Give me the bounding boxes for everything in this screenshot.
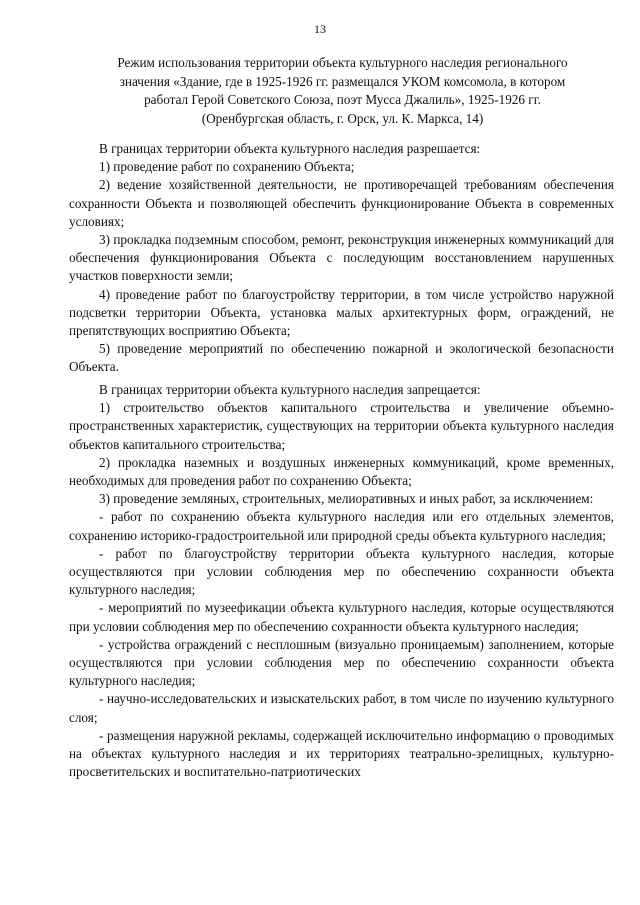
allowed-item: 2) ведение хозяйственной деятельности, не противоречащей требованиям обеспечения сохранности Объекта и позволяющей обеспечить функционирование Объекта в современных условиях;	[69, 177, 614, 229]
allowed-item: 4) проведение работ по благоустройству территории, в том числе устройство наружной подсветки территории Объекта, установка малых архитектурных форм, ограждений, не препятствующих восприятию Объекта;	[69, 286, 614, 339]
prohibited-subitem: - размещения наружной рекламы, содержащей исключительно информацию о проводимых на объектах культурного наследия и их территориях театрально-зрелищных, культурно-просветительских и воспитательно-патриотических	[69, 727, 614, 780]
prohibited-section	[69, 381, 614, 781]
title-line: работал Герой Советского Союза, поэт Мусса Джалиль», 1925-1926 гг.	[144, 92, 541, 107]
prohibited-item: 2) прокладка наземных и воздушных инженерных коммуникаций, кроме временных, необходимых для проведения работ по сохранению Объекта;	[69, 454, 614, 489]
title-line: значения «Здание, где в 1925-1926 гг. размещался УКОМ комсомола, в котором	[119, 73, 566, 89]
prohibited-subitem: - работ по благоустройству территории объекта культурного наследия, которые осуществляются при условии соблюдения мер по обеспечению сохранности объекта культурного наследия;	[69, 545, 614, 598]
prohibited-subitem: - устройства ограждений с несплошным (визуально проницаемым) заполнением, которые осуществляются при условии соблюдения мер по обеспечению сохранности объекта культурного наследия;	[69, 636, 614, 689]
prohibited-subitem: - научно-исследовательских и изыскательских работ, в том числе по изучению культурного слоя;	[69, 691, 614, 725]
prohibited-subitem: - работ по сохранению объекта культурного наследия или его отдельных элементов, сохранению историко-градостроительной или природной среды объекта культурного наследия;	[69, 509, 614, 543]
document-title	[70, 54, 615, 128]
allowed-heading: В границах территории объекта культурного наследия разрешается:	[99, 141, 481, 156]
prohibited-item: 1) строительство объектов капитального строительства и увеличение объемно-пространственных характеристик, существующих на территории объекта культурного наследия объектов капитального строительства;	[69, 400, 614, 452]
allowed-section	[69, 140, 614, 377]
title-line: Режим использования территории объекта культурного наследия регионального	[117, 55, 568, 70]
prohibited-subitem: - мероприятий по музеефикации объекта культурного наследия, которые осуществляются при условии соблюдения мер по обеспечению сохранности объекта культурного наследия;	[69, 600, 614, 634]
prohibited-heading: В границах территории объекта культурного наследия запрещается:	[99, 382, 481, 397]
allowed-item: 1) проведение работ по сохранению Объекта;	[99, 159, 355, 175]
title-line: (Оренбургская область, г. Орск, ул. К. Маркса, 14)	[201, 110, 484, 126]
allowed-item: 5) проведение мероприятий по обеспечению пожарной и экологической безопасности Объекта.	[69, 341, 614, 375]
page-number: 13	[314, 22, 326, 36]
prohibited-item: 3) проведение земляных, строительных, мелиоративных и иных работ, за исключением:	[99, 491, 594, 507]
allowed-item: 3) прокладка подземным способом, ремонт, реконструкция инженерных коммуникаций для обеспечения функционирования Объекта с последующим восстановлением нарушенных участков поверхности земли;	[69, 232, 614, 284]
